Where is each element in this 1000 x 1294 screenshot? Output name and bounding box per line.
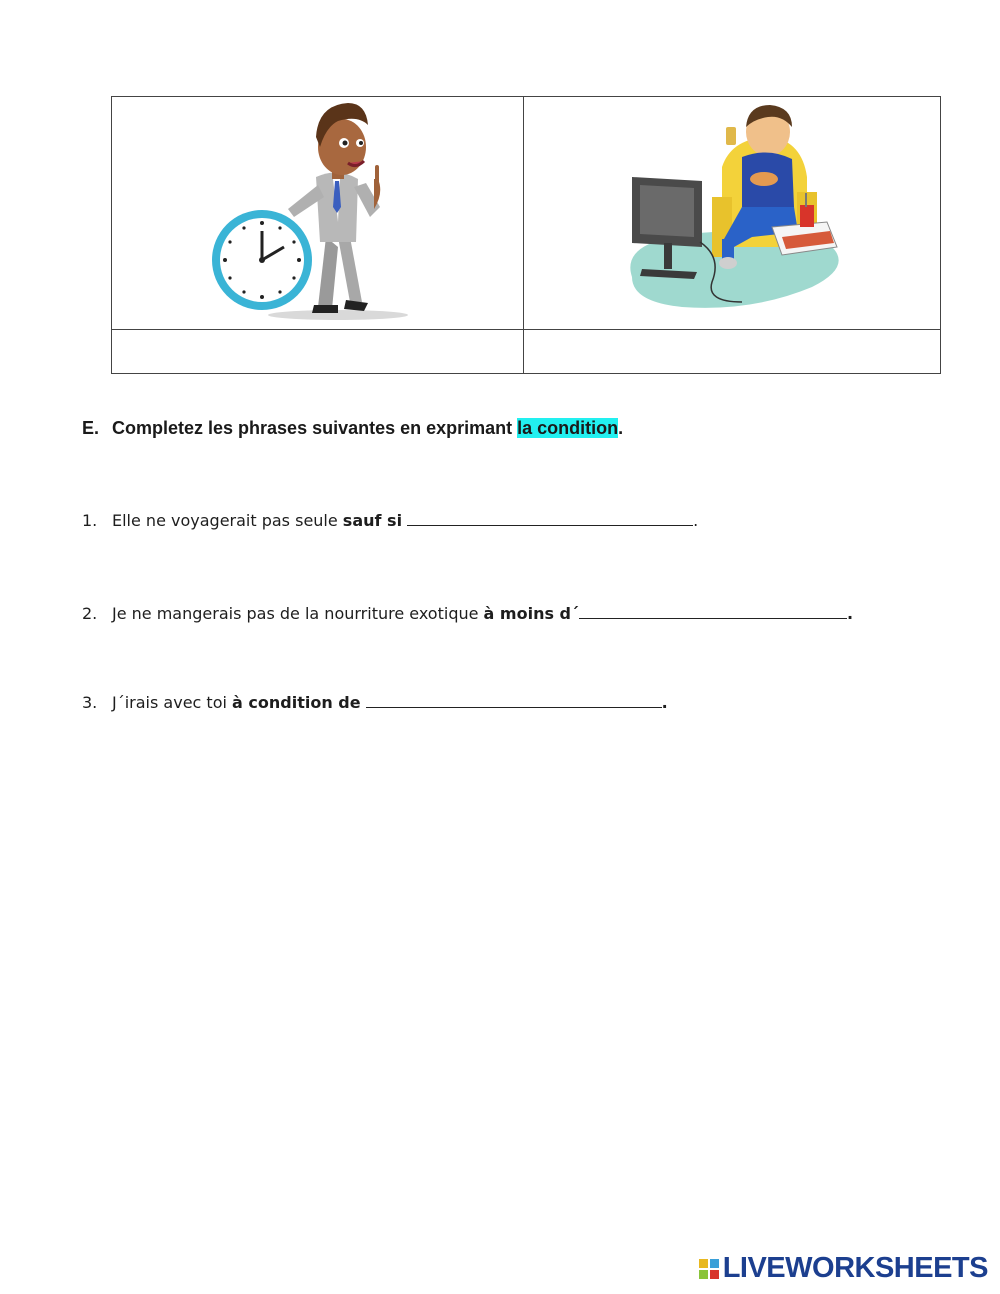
picture-cell-left xyxy=(112,97,524,330)
answer-blank-2[interactable] xyxy=(579,604,847,619)
item-number: 2. xyxy=(82,604,98,623)
instruction-highlight: la condition xyxy=(517,418,619,438)
exercise-item-2 xyxy=(82,604,853,623)
answer-cell-left[interactable] xyxy=(112,330,524,374)
businessman-clock-illustration xyxy=(188,97,448,324)
item-text: Je ne mangerais pas de la nourriture exotique xyxy=(112,604,484,623)
item-end: . xyxy=(847,604,854,623)
instruction-end: . xyxy=(618,418,624,438)
picture-table xyxy=(111,96,941,374)
item-end: . xyxy=(693,511,699,530)
item-text: Elle ne voyagerait pas seule xyxy=(112,511,343,530)
section-instruction xyxy=(82,418,623,439)
item-bold-phrase: à condition de xyxy=(232,693,361,712)
answer-cell-right[interactable] xyxy=(524,330,941,374)
instruction-text: Completez les phrases suivantes en exprimant xyxy=(112,418,518,438)
answer-blank-1[interactable] xyxy=(407,511,693,526)
liveworksheets-logo xyxy=(699,1252,988,1285)
answer-blank-3[interactable] xyxy=(366,693,662,708)
tv-couch-illustration xyxy=(602,97,862,324)
item-number: 3. xyxy=(82,693,98,712)
picture-cell-right xyxy=(524,97,941,330)
logo-icon xyxy=(699,1259,719,1279)
item-end: . xyxy=(661,693,668,712)
exercise-item-3 xyxy=(82,693,668,712)
logo-text: LIVEWORKSHEETS xyxy=(722,1252,988,1284)
item-text: J´irais avec toi xyxy=(112,693,233,712)
item-number: 1. xyxy=(82,511,98,530)
section-letter: E. xyxy=(82,418,100,438)
item-bold-phrase: à moins d´ xyxy=(483,604,579,623)
exercise-item-1 xyxy=(82,511,698,530)
item-bold-phrase: sauf si xyxy=(342,511,403,530)
